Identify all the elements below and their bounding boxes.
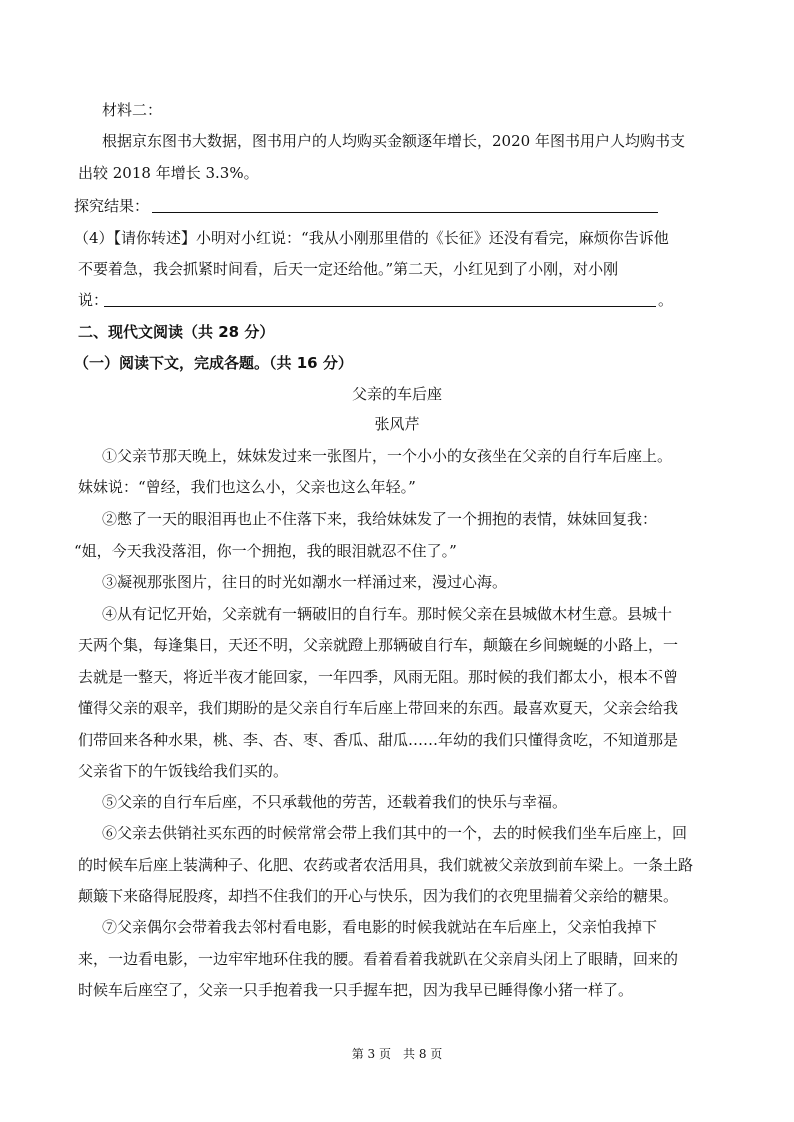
article-line: 来，一边看电影，一边牢牢地环住我的腰。看着看着我就趴在父亲肩头闭上了眼睛，回来的: [78, 950, 679, 968]
article-line: 父亲省下的午饭钱给我们买的。: [78, 762, 289, 780]
q4-line-2: 不要着急，我会抓紧时间看，后天一定还给他。”第二天，小红见到了小刚，对小刚: [78, 260, 619, 278]
article-line: ⑦父亲偶尔会带着我去邻村看电影，看电影的时候我就站在车后座上，父亲怕我掉下: [102, 918, 658, 936]
article-line: “姐，今天我没落泪，你一个拥抱，我的眼泪就忍不住了。”: [74, 542, 457, 560]
q4-answer-blank[interactable]: [104, 306, 656, 307]
material2-heading: 材料二：: [102, 101, 163, 119]
article-line: ⑥父亲去供销社买东西的时候常常会带上我们其中的一个，去的时候我们坐车后座上，回: [102, 824, 688, 842]
article-line: 天两个集，每逢集日，天还不明，父亲就蹬上那辆破自行车，颠簸在乡间蜿蜒的小路上，一: [78, 636, 679, 654]
article-line: ③凝视那张图片，往日的时光如潮水一样涌过来，漫过心海。: [102, 573, 508, 591]
article-line: 颠簸下来硌得屁股疼，却挡不住我们的开心与快乐，因为我们的衣兜里揣着父亲给的糖果。: [78, 887, 679, 905]
article-line: ⑤父亲的自行车后座，不只承载他的劳苦，还载着我们的快乐与幸福。: [102, 793, 568, 811]
article-title: 父亲的车后座: [351, 385, 442, 403]
article-line: 懂得父亲的艰辛，我们期盼的是父亲自行车后座上带回来的东西。最喜欢夏天，父亲会给我: [78, 699, 679, 717]
article-author: 张风芹: [374, 415, 420, 433]
article-line: ①父亲节那天晚上，妹妹发过来一张图片，一个小小的女孩坐在父亲的自行车后座上。: [102, 447, 673, 465]
result-label: 探究结果：: [74, 197, 150, 215]
article-line: 们带回来各种水果，桃、李、杏、枣、香瓜、甜瓜……年幼的我们只懂得贪吃，不知道那是: [78, 731, 679, 749]
article-line: 的时候车后座上装满种子、化肥、农药或者农活用具，我们就被父亲放到前车梁上。一条土路: [78, 856, 694, 874]
page-footer: 第 3 页 共 8 页: [351, 1047, 443, 1061]
material2-line-1: 根据京东图书大数据，图书用户的人均购买金额逐年增长，2020 年图书用户人均购书支: [102, 132, 685, 150]
article-line: ②憋了一天的眼泪再也止不住落下来，我给妹妹发了一个拥抱的表情，妹妹回复我：: [102, 510, 658, 528]
section-2-title: 二、现代文阅读（共 28 分）: [78, 323, 275, 341]
q4-line-1: （4）【请你转述】小明对小红说：“我从小刚那里借的《长征》还没有看完，麻烦你告诉他: [74, 229, 669, 247]
material2-line-2: 出较 2018 年增长 3.3%。: [78, 164, 259, 182]
q4-line-3-label: 说：: [78, 291, 109, 309]
article-line: 去就是一整天，将近半夜才能回家，一年四季，风雨无阻。那时候的我们都太小，根本不曾: [78, 668, 679, 686]
article-line: 时候车后座空了，父亲一只手抱着我一只手握车把，因为我早已睡得像小猪一样了。: [78, 981, 634, 999]
article-line: 妹妹说：“曾经，我们也这么小，父亲也这么年轻。”: [78, 478, 416, 496]
subsection-1-title: （一）阅读下文，完成各题。（共 16 分）: [74, 354, 353, 372]
result-answer-blank[interactable]: [152, 212, 658, 213]
q4-line-3-end: 。: [658, 291, 674, 309]
article-line: ④从有记忆开始，父亲就有一辆破旧的自行车。那时候父亲在县城做木材生意。县城十: [102, 605, 673, 623]
